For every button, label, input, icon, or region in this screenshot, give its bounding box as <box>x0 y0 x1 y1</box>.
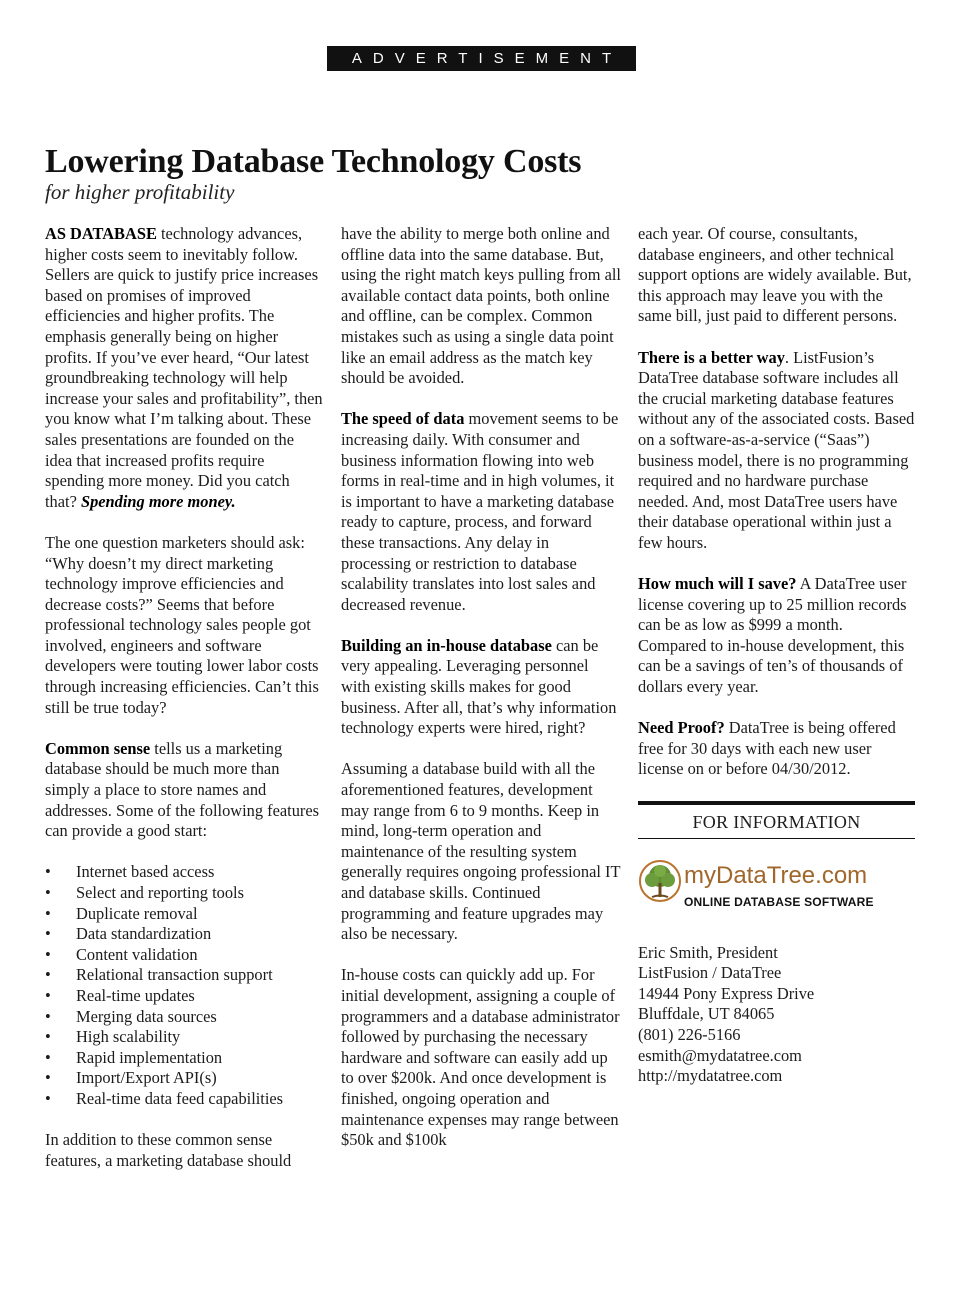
paragraph <box>638 574 915 698</box>
feature-label: High scalability <box>76 1027 181 1047</box>
article-title: Lowering Database Technology Costs <box>45 143 582 180</box>
contact-company: ListFusion / DataTree <box>638 963 782 983</box>
feature-label: Internet based access <box>76 862 215 882</box>
bullet-icon: • <box>45 1006 51 1026</box>
feature-item <box>45 945 323 966</box>
feature-label: Duplicate removal <box>76 903 198 923</box>
paragraph: In-house costs can quickly add up. For initial development, assigning a couple of programmers and a database administrator followed by purchasing the necessary hardware and software can easily add up to over $200k. And once development is finished, ongoing operation and maintenance expenses may range between $50k and $100k <box>341 965 620 1150</box>
paragraph: each year. Of course, consultants, database engineers, and other technical support options are widely available. But, this approach may leave you with the same bill, just paid to different persons. <box>638 224 912 326</box>
paragraph <box>341 409 621 615</box>
feature-item <box>45 862 323 883</box>
features-list <box>45 862 323 1109</box>
contact-website[interactable]: http://mydatatree.com <box>638 1066 783 1086</box>
feature-item <box>45 1089 323 1110</box>
lead-in: How much will I save? <box>638 574 797 594</box>
column-2 <box>341 224 621 1171</box>
paragraph: The one question marketers should ask: “Why doesn’t my direct marketing technology improve efficiencies and decrease costs?” Seems that before professional technology sales people got involved, engineers and software developers were touting lower labor costs through increasing efficiencies. Can’t this still be true today? <box>45 532 319 717</box>
contact-email[interactable]: esmith@mydatatree.com <box>638 1045 802 1065</box>
tree-icon <box>638 859 682 907</box>
paragraph <box>638 348 915 554</box>
lead-in: AS DATABASE <box>45 224 157 243</box>
feature-item <box>45 1068 323 1089</box>
paragraph-text: A DataTree user license covering up to 25 million records can be as low as $999 a month. Compared to in-house development, this can be a savings of ten’s of thousands of dollars every year. <box>638 574 907 697</box>
feature-label: Real-time updates <box>76 985 195 1005</box>
paragraph-text: can be very appealing. Leveraging personnel with existing skills makes for good business. After all, that’s why information technology experts were hired, right? <box>341 635 617 738</box>
feature-item <box>45 904 323 925</box>
paragraph-text: DataTree is being offered free for 30 days with each new user license on or before 04/30/2012. <box>638 718 896 779</box>
bullet-icon: • <box>45 1088 51 1108</box>
feature-item <box>45 924 323 945</box>
feature-item <box>45 965 323 986</box>
feature-item <box>45 1048 323 1069</box>
lead-in: Common sense <box>45 738 151 758</box>
column-1 <box>45 224 323 1192</box>
logo-wordmark: myDataTree.com <box>684 861 868 889</box>
feature-label: Content validation <box>76 944 198 964</box>
info-heading: FOR INFORMATION <box>692 811 861 832</box>
bullet-icon: • <box>45 944 51 964</box>
info-divider-thick <box>638 801 915 805</box>
feature-label: Merging data sources <box>76 1006 217 1026</box>
paragraph: In addition to these common sense features, a marketing database should <box>45 1130 292 1170</box>
contact-phone: (801) 226-5166 <box>638 1025 741 1044</box>
contact-street: 14944 Pony Express Drive <box>638 983 815 1003</box>
feature-label: Import/Export API(s) <box>76 1068 217 1088</box>
paragraph: Assuming a database build with all the aforementioned features, development may range from 6 to 9 months. Keep in mind, long-term operation and maintenance of the resulting system generally requires ongoing professional IT and database skills. Continued programming and feature upgrades may also be necessary. <box>341 759 621 944</box>
mydatatree-logo[interactable] <box>638 859 915 921</box>
emphasis: Spending more money. <box>80 491 236 511</box>
bullet-icon: • <box>45 985 51 1005</box>
feature-item <box>45 986 323 1007</box>
bullet-icon: • <box>45 965 51 985</box>
lead-in: Building an in-house database <box>341 635 552 655</box>
article-subtitle: for higher profitability <box>45 180 235 204</box>
lead-in: There is a better way <box>638 347 785 367</box>
feature-label: Data standardization <box>76 924 212 944</box>
paragraph-text: . ListFusion’s DataTree database software includes all the crucial marketing database features without any of the associated costs. Based on a software-as-a-service (“Saas”) business model, there is no programming required and no hardware purchase needed. And, most DataTree users have their database operational within just a few hours. <box>638 347 915 552</box>
feature-label: Rapid implementation <box>76 1047 223 1067</box>
bullet-icon: • <box>45 883 51 902</box>
feature-label: Select and reporting tools <box>76 883 244 902</box>
bullet-icon: • <box>45 1047 51 1067</box>
feature-item <box>45 1027 323 1048</box>
paragraph-text: movement seems to be increasing daily. With consumer and business information flowing into web forms in real-time and in high volumes, it is important to have a marketing database ready to capture, process, and forward these transactions. Any delay in processing or restriction to database scalability translates into lost sales and decreased revenue. <box>341 409 619 614</box>
paragraph-text: technology advances, higher costs seem to inevitably follow. Sellers are quick to justify price increases based on promises of improved efficiencies and higher profits. The emphasis generally being on higher profits. If you’ve ever heard, “Our latest groundbreaking technology will help increase your sales and profitability”, then you know what I’m talking about. These sales presentations are founded on the idea that increased profits require spending more money. Did you catch that? <box>45 224 323 511</box>
bullet-icon: • <box>45 862 51 882</box>
logo-tagline: ONLINE DATABASE SOFTWARE <box>684 894 874 909</box>
bullet-icon: • <box>45 1027 51 1047</box>
contact-city: Bluffdale, UT 84065 <box>638 1004 775 1024</box>
paragraph <box>638 718 915 780</box>
paragraph <box>45 739 323 842</box>
feature-label: Relational transaction support <box>76 965 273 985</box>
advertisement-banner: ADVERTISEMENT <box>327 46 636 71</box>
lead-in: Need Proof? <box>638 718 725 738</box>
info-divider-thin <box>638 838 915 839</box>
paragraph <box>45 224 323 512</box>
bullet-icon: • <box>45 903 51 923</box>
feature-item <box>45 1007 323 1028</box>
contact-block <box>638 943 915 1087</box>
column-3 <box>638 224 915 1087</box>
feature-item <box>45 883 323 904</box>
bullet-icon: • <box>45 1068 51 1088</box>
contact-name: Eric Smith, President <box>638 942 778 962</box>
paragraph-text: tells us a marketing database should be much more than simply a place to store names and addresses. Some of the following features can provide a good start: <box>45 738 320 841</box>
paragraph: have the ability to merge both online and offline data into the same database. But, using the right match keys pulling from all available contact data points, both online and offline, can be complex. Common mistakes such as using a single data point like an email address as the match key should be avoided. <box>341 224 621 388</box>
paragraph <box>341 636 621 739</box>
lead-in: The speed of data <box>341 409 465 429</box>
feature-label: Real-time data feed capabilities <box>76 1088 284 1108</box>
bullet-icon: • <box>45 924 51 944</box>
